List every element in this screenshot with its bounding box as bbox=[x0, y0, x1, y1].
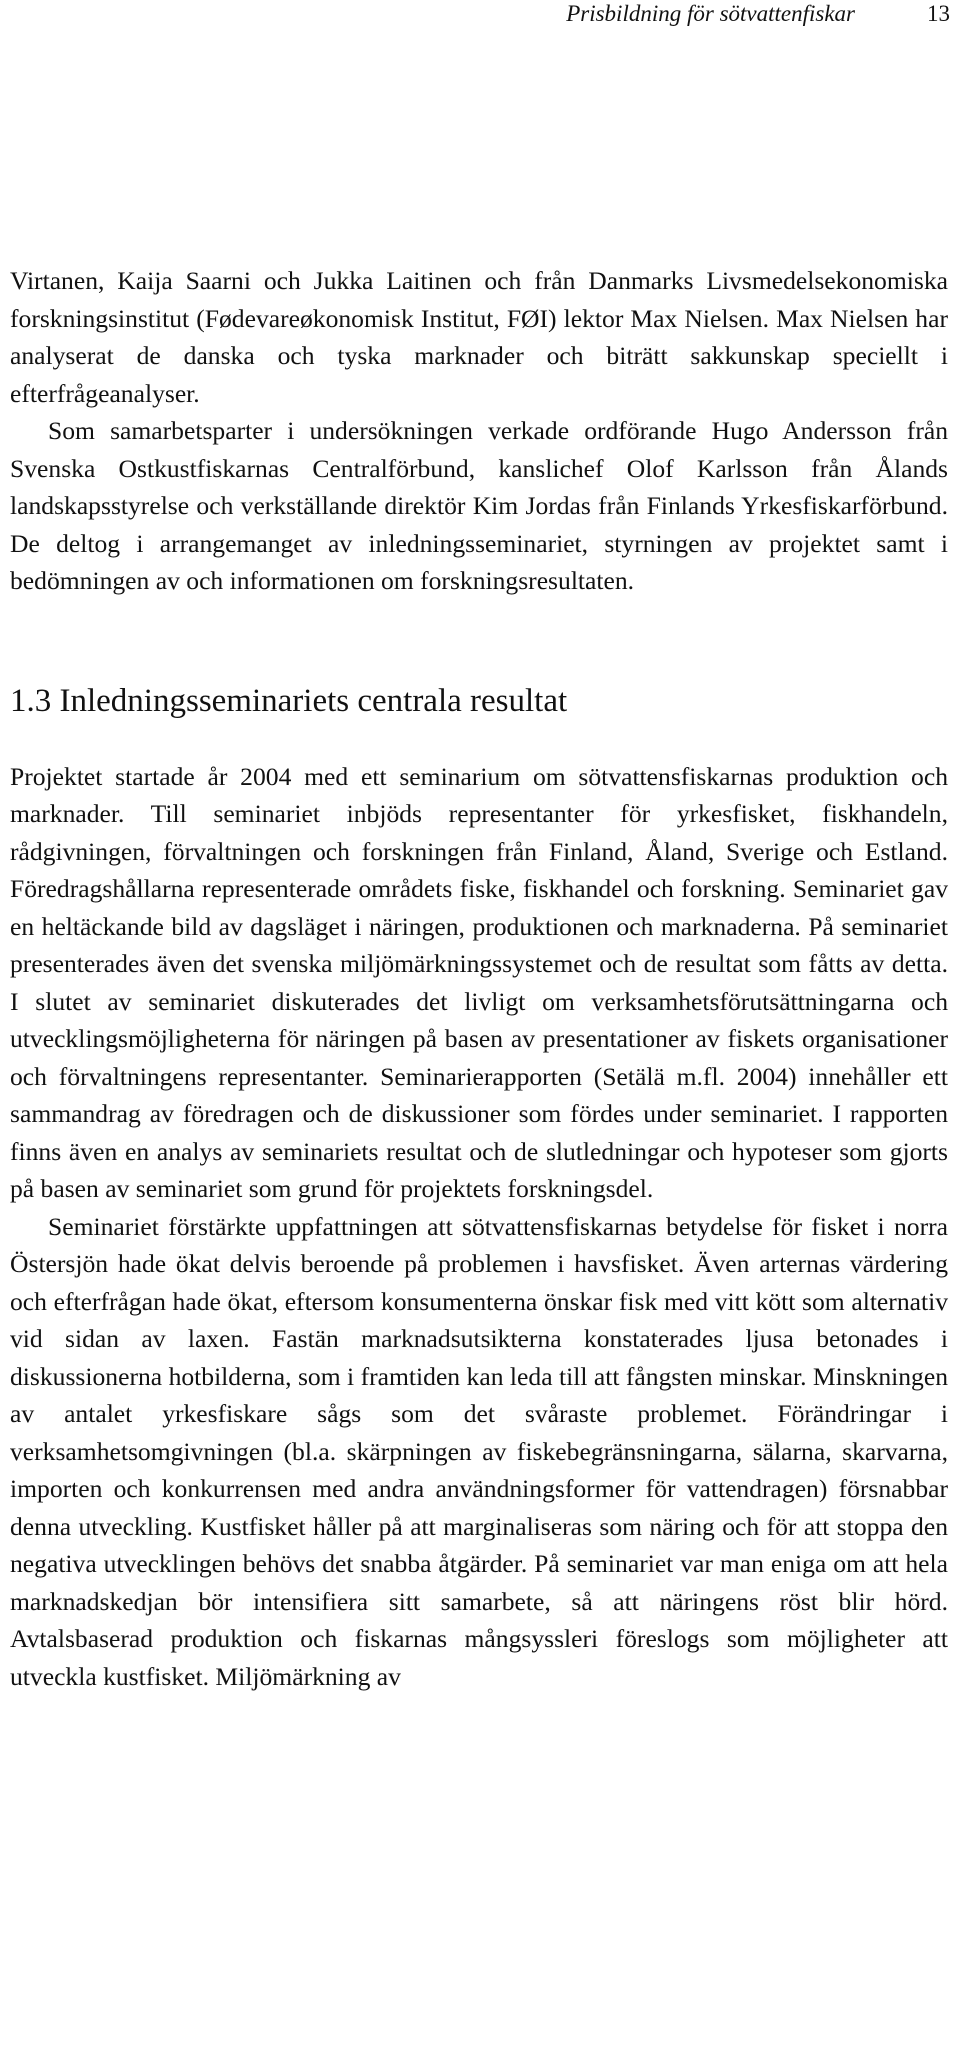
page-number: 13 bbox=[927, 1, 950, 26]
paragraph-partners: Som samarbetsparter i undersökningen verkade ordförande Hugo Andersson från Svenska Ostkustfiskarnas Centralförbund, kanslichef Olof Karlsson från Ålands landskapsstyrelse och verkställande direktör Kim Jordas från Finlands Yrkesfiskarförbund. De deltog i arrangemanget av inledningsseminariet, styrningen av projektet samt i bedömningen av och informationen om forskningsresultaten. bbox=[10, 416, 948, 595]
paragraph-seminar: Projektet startade år 2004 med ett seminarium om sötvattensfiskarnas produktion och marknader. Till seminariet inbjöds representanter för yrkesfisket, fiskhandeln, rådgivningen, förvaltningen och forskningen från Finland, Åland, Sverige och Estland. Föredragshållarna representerade områdets fiske, fiskhandel och forskning. Seminariet gav en heltäckande bild av dagsläget i näringen, produktionen och marknaderna. På seminariet presenterades även det svenska miljömärkningssystemet och de resultat som fåtts av detta. I slutet av seminariet diskuterades det livligt om verksamhetsförutsättningarna och utvecklingsmöjligheterna för näringen på basen av presentationer av fiskets organisationer och förvaltningens representanter. Seminarierapporten (Setälä m.fl. 2004) innehåller ett sammandrag av föredragen och de diskussioner som fördes under seminariet. I rapporten finns även en analys av seminariets resultat och de slutledningar och hypoteser som gjorts på basen av seminariet som grund för projektets forskningsdel. bbox=[10, 761, 948, 1203]
paragraph-seminar-results: Seminariet förstärkte uppfattningen att sötvattensfiskarnas betydelse för fisket i norra Östersjön hade ökat delvis beroende på problemen i havsfisket. Även arternas värdering och efterfrågan hade ökat, eftersom konsumenterna önskar fisk med vitt kött som alternativ vid sidan av laxen. Fastän marknadsutsikterna konstaterades ljusa betonades i diskussionerna hotbilderna, som i framtiden kan leda till att fångsten minskar. Minskningen av antalet yrkesfiskare sågs som det svåraste problemet. Förändringar i verksamhetsomgivningen (bl.a. skärpningen av fiskebegränsningarna, sälarna, skarvarna, importen och konkurrensen med andra användningsformer för vattendragen) försnabbar denna utveckling. Kustfisket håller på att marginaliseras som näring och för att stoppa den negativa utvecklingen behövs det snabba åtgärder. På seminariet var man eniga om att hela marknadskedjan bör intensifiera sitt samarbete, så att näringens röst blir hörd. Avtalsbaserad produktion och fiskarnas mångsyssleri föreslogs som möjligheter att utveckla kustfisket. Miljömärkning av bbox=[10, 1211, 948, 1691]
running-title: Prisbildning för sötvattenfiskar bbox=[566, 1, 855, 26]
page-header bbox=[0, 0, 960, 30]
section-heading: 1.3 Inledningsseminariets centrala resultat bbox=[10, 682, 568, 719]
page-body bbox=[10, 262, 948, 1695]
paragraph-intro-continued: Virtanen, Kaija Saarni och Jukka Laitinen och från Danmarks Livsmedelsekonomiska forskningsinstitut (Fødevareøkonomisk Institut, FØI) lektor Max Nielsen. Max Nielsen har analyserat de danska och tyska marknader och biträtt sakkunskap speciellt i efterfrågeanalyser. bbox=[10, 266, 948, 408]
